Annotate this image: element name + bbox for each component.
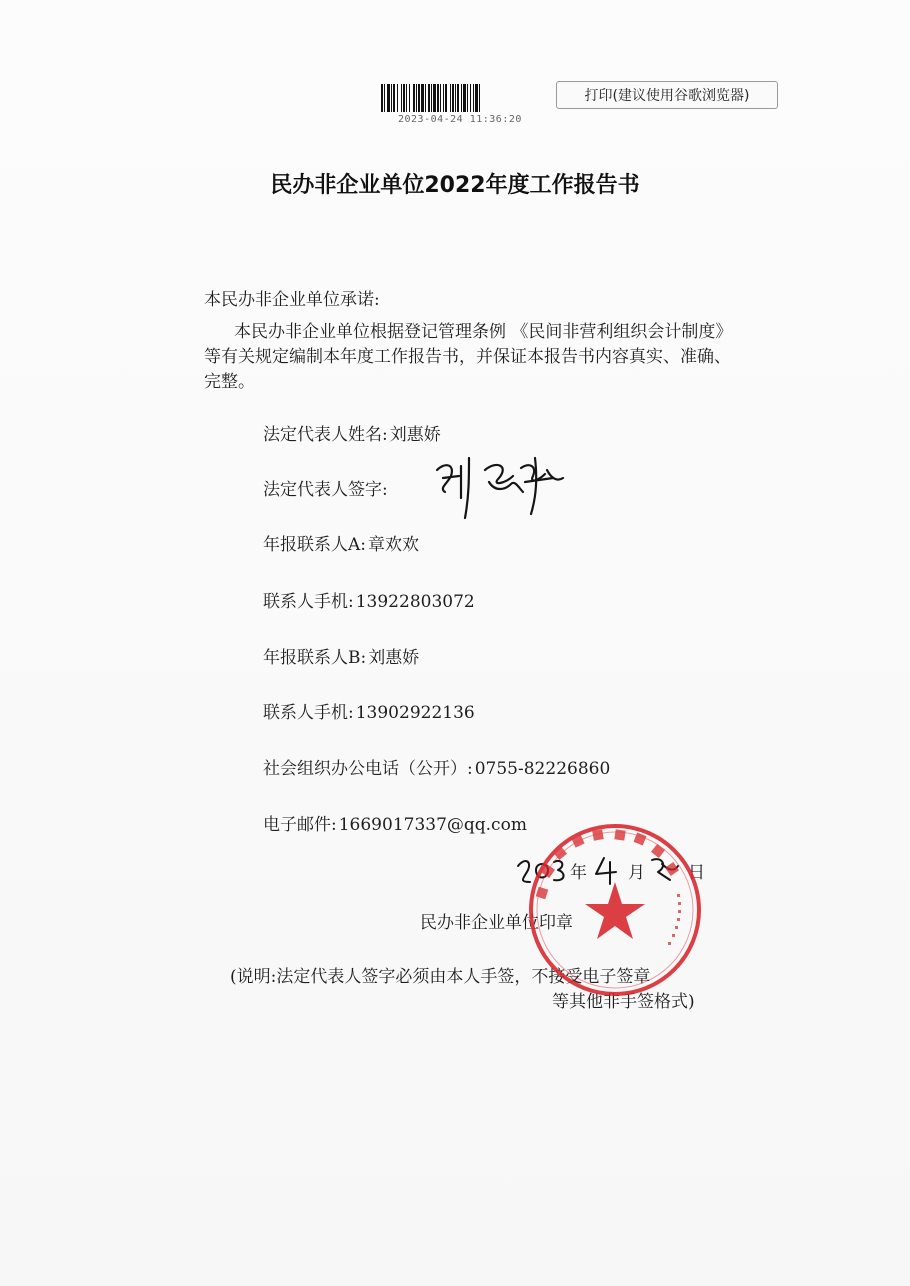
seal-label: 民办非企业单位印章 xyxy=(420,913,573,933)
office-phone-row xyxy=(263,754,610,779)
phone-a-label: 联系人手机: xyxy=(263,592,354,612)
contact-a-value: 章欢欢 xyxy=(368,535,420,555)
phone-a-value: 13922803072 xyxy=(355,592,475,612)
contact-b-value: 刘惠娇 xyxy=(368,648,420,668)
contact-b-label: 年报联系人B: xyxy=(263,648,367,668)
contact-a-label: 年报联系人A: xyxy=(263,535,367,555)
date-year-suffix: 年 xyxy=(570,863,587,883)
barcode xyxy=(381,84,547,112)
phone-b-row xyxy=(263,698,475,723)
email-row xyxy=(263,810,527,835)
commitment-body: 本民办非企业单位根据登记管理条例 《民间非营利组织会计制度》 等有关规定编制本年度工作报告书，并保证本报告书内容真实、准确、完整。 xyxy=(204,322,733,392)
official-seal xyxy=(525,820,705,1000)
phone-b-label: 联系人手机: xyxy=(263,703,354,723)
email-label: 电子邮件: xyxy=(263,815,337,835)
contact-a-row xyxy=(263,530,419,555)
handwritten-signature xyxy=(425,448,575,528)
page-title: 民办非企业单位2022年度工作报告书 xyxy=(270,173,640,198)
print-button[interactable]: 打印(建议使用谷歌浏览器) xyxy=(556,81,778,109)
office-phone-value: 0755-82226860 xyxy=(474,759,611,779)
email-value: 1669017337@qq.com xyxy=(338,815,527,835)
legal-rep-name-row xyxy=(263,420,441,445)
legal-rep-name-value: 刘惠娇 xyxy=(389,425,441,445)
legal-rep-name-label: 法定代表人姓名: xyxy=(263,425,388,445)
date-day-suffix: 日 xyxy=(688,863,705,883)
barcode-timestamp: 2023-04-24 11:36:20 xyxy=(398,114,522,125)
phone-a-row xyxy=(263,587,475,612)
phone-b-value: 13902922136 xyxy=(355,703,475,723)
date-month-suffix: 月 xyxy=(628,863,645,883)
note-line-2: 等其他非手签格式) xyxy=(552,992,695,1012)
note-line-1: (说明:法定代表人签字必须由本人手签，不接受电子签章 xyxy=(230,967,651,987)
legal-rep-sign-label: 法定代表人签字: xyxy=(263,480,388,500)
office-phone-label: 社会组织办公电话（公开）: xyxy=(263,759,473,779)
barcode-bar xyxy=(480,84,482,112)
legal-rep-sign-row xyxy=(263,475,388,500)
contact-b-row xyxy=(263,643,419,668)
commitment-heading: 本民办非企业单位承诺: xyxy=(204,290,380,310)
